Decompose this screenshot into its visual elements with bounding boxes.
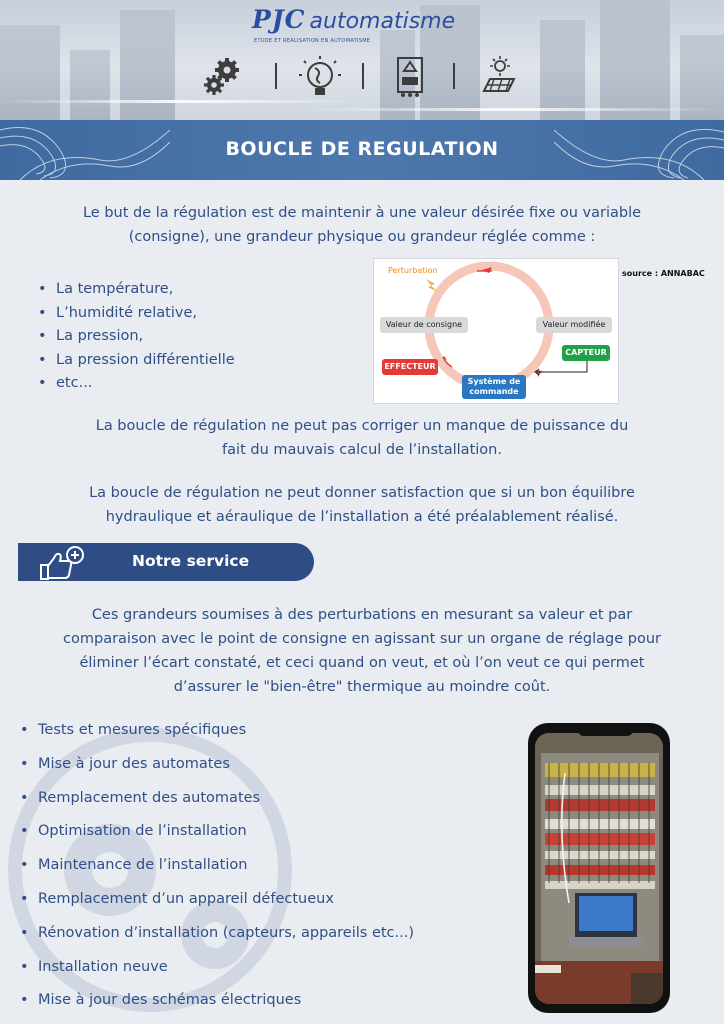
list-item: • Mise à jour des automates (20, 756, 414, 790)
electrical-cabinet-photo (535, 733, 663, 1004)
note-power (20, 414, 704, 462)
regulated-variables-list (38, 281, 235, 399)
list-item: • Remplacement des automates (20, 790, 414, 824)
list-item: • Remplacement d’un appareil défectueux (20, 891, 414, 925)
regulation-loop-diagram (373, 258, 619, 404)
list-item: • Mise à jour des schémas électriques (20, 992, 414, 1024)
sensor-box: CAPTEUR (562, 345, 610, 361)
control-line-2: commande (469, 387, 519, 396)
solar-panel-icon (478, 55, 522, 99)
note-power-line-2: fait du mauvais calcul de l’installation. (222, 442, 502, 458)
service-desc-line-4: d’assurer le "bien-être" thermique au moindre coût. (173, 679, 551, 695)
service-desc-line-2: comparaison avec le point de consigne en agissant sur un organe de réglage pour (63, 631, 661, 647)
page-title: BOUCLE DE REGULATION (225, 138, 499, 160)
list-item: • etc... (38, 375, 235, 399)
list-item: • La température, (38, 281, 235, 305)
note-balance-line-1: La boucle de régulation ne peut donner satisfaction que si un bon équilibre (89, 485, 635, 501)
intro-paragraph (20, 201, 704, 249)
list-item: • Installation neuve (20, 959, 414, 993)
header-icon-row (200, 55, 530, 99)
list-item: • Rénovation d’installation (capteurs, appareils etc...) (20, 925, 414, 959)
thumbs-up-plus-icon (37, 543, 89, 583)
intro-line-2: (consigne), une grandeur physique ou grandeur réglée comme : (128, 229, 596, 245)
service-desc-line-3: éliminer l’écart constaté, et ceci quand on veut, et où l’on veut ce qui permet (79, 655, 645, 671)
list-item: • Optimisation de l’installation (20, 823, 414, 857)
gears-icon (200, 55, 244, 99)
intro-line-1: Le but de la régulation est de maintenir à une valeur désirée fixe ou variable (82, 205, 642, 221)
list-item: • L’humidité relative, (38, 305, 235, 329)
electrical-cabinet-icon (388, 55, 432, 99)
globe-energy-icon (298, 55, 342, 99)
service-list (20, 722, 414, 1024)
service-description (20, 603, 704, 699)
logo-tagline: ETUDE ET REALISATION EN AUTOMATISME (254, 38, 371, 44)
logo-main-text: PJC (252, 5, 306, 34)
list-item: • La pression différentielle (38, 352, 235, 376)
note-balance-line-2: hydraulique et aéraulique de l’installation a été préalablement réalisé. (105, 509, 619, 525)
diagram-source: source : ANNABAC (622, 269, 705, 278)
perturbation-label: Perturbation (388, 266, 438, 275)
service-desc-line-1: Ces grandeurs soumises à des perturbations en mesurant sa valeur et par (91, 607, 633, 623)
control-line-1: Système de (467, 377, 521, 386)
actuator-box: EFFECTEUR (382, 359, 438, 375)
control-system-box (462, 375, 526, 399)
company-logo (252, 5, 455, 34)
list-item: • La pression, (38, 328, 235, 352)
phone-notch (578, 727, 633, 736)
setpoint-box: Valeur de consigne (380, 317, 468, 333)
list-item: • Maintenance de l’installation (20, 857, 414, 891)
list-item: • Tests et mesures spécifiques (20, 722, 414, 756)
service-title: Notre service (132, 552, 250, 570)
logo-sub-text: automatisme (309, 9, 456, 34)
modified-value-box: Valeur modifiée (536, 317, 612, 333)
note-balance (20, 481, 704, 529)
note-power-line-1: La boucle de régulation ne peut pas corriger un manque de puissance du (95, 418, 629, 434)
